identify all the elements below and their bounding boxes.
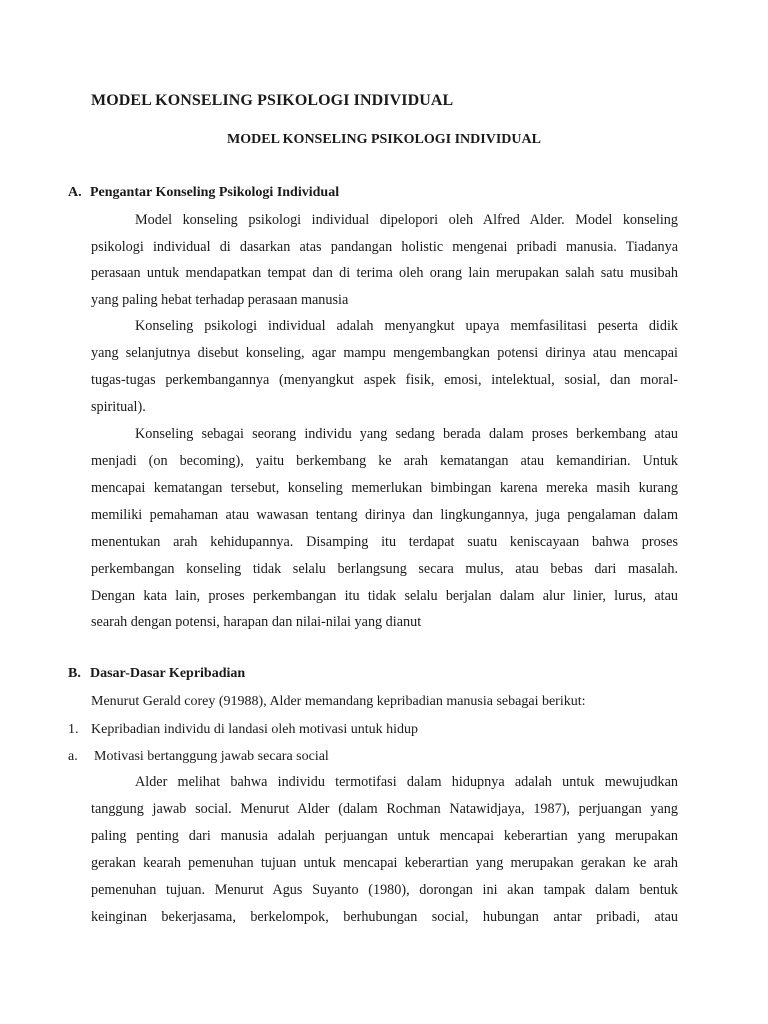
list-item-1: [68, 720, 419, 740]
list-item-a: [68, 747, 329, 767]
paragraph-line: Model konseling psikologi individual dipelopori oleh Alfred Alder. Model konseling: [135, 212, 678, 228]
paragraph-line: psikologi individual di dasarkan atas pandangan holistic mengenai pribadi manusia. Tiadanya: [91, 239, 678, 255]
paragraph-line: pemenuhan tujuan. Menurut Agus Suyanto (1980), dorongan ini akan tampak dalam bentuk: [91, 882, 678, 898]
section-b-title: Dasar-Dasar Kepribadian: [90, 666, 246, 681]
paragraph-line: spiritual).: [91, 399, 146, 415]
section-b-marker: B.: [68, 666, 81, 681]
paragraph-line: menjadi (on becoming), yaitu berkembang ke arah kematangan atau kemandirian. Untuk: [91, 453, 678, 469]
paragraph-line: perkembangan konseling tidak selalu berlangsung secara mulus, atau bebas dari masalah.: [91, 561, 678, 577]
paragraph-line: memiliki pemahaman atau wawasan tentang dirinya dan lingkungannya, juga pengalaman dalam: [91, 507, 678, 523]
paragraph-line: Konseling psikologi individual adalah menyangkut upaya memfasilitasi peserta didik: [135, 318, 678, 334]
list-item-a-text: Motivasi bertanggung jawab secara social: [94, 749, 329, 764]
paragraph-line: perasaan untuk mendapatkan tempat dan di terima oleh orang lain merupakan salah satu musibah: [91, 265, 678, 281]
section-b-intro: Menurut Gerald corey (91988), Alder memandang kepribadian manusia sebagai berikut:: [91, 694, 586, 709]
paragraph-line: tanggung jawab social. Menurut Alder (dalam Rochman Natawidjaya, 1987), perjuangan yang: [91, 801, 678, 817]
paragraph-line: Dengan kata lain, proses perkembangan itu tidak selalu berjalan dalam alur linier, lurus, atau: [91, 588, 678, 604]
paragraph-line: searah dengan potensi, harapan dan nilai-nilai yang dianut: [91, 614, 422, 630]
paragraph-line: gerakan kearah pemenuhan tujuan untuk mencapai keberartian yang merupakan gerakan ke arah: [91, 855, 678, 871]
section-a-marker: A.: [68, 185, 82, 200]
paragraph-line: Konseling sebagai seorang individu yang sedang berada dalam proses berkembang atau: [135, 426, 678, 442]
list-item-1-text: Kepribadian individu di landasi oleh motivasi untuk hidup: [91, 722, 419, 737]
paragraph-line: yang paling hebat terhadap perasaan manusia: [91, 292, 349, 308]
section-a-title: Pengantar Konseling Psikologi Individual: [90, 185, 340, 200]
paragraph-line: Alder melihat bahwa individu termotifasi dalam hidupnya adalah untuk mewujudkan: [135, 774, 678, 790]
paragraph-line: tugas-tugas perkembangannya (menyangkut aspek fisik, emosi, intelektual, sosial, dan moral-: [91, 372, 678, 388]
paragraph-line: paling penting dari manusia adalah perjuangan untuk mencapai keberartian yang merupakan: [91, 828, 678, 844]
list-item-1-marker: 1.: [68, 722, 79, 737]
section-b-heading: [68, 666, 245, 682]
paragraph-line: menentukan arah kehidupannya. Disamping itu terdapat suatu keniscayaan bahwa proses: [91, 534, 678, 550]
section-a-heading: [68, 185, 339, 201]
document-title: MODEL KONSELING PSIKOLOGI INDIVIDUAL: [91, 92, 454, 109]
paragraph-line: mencapai kematangan tersebut, konseling memerlukan bimbingan karena mereka masih kurang: [91, 480, 678, 496]
document-subtitle: MODEL KONSELING PSIKOLOGI INDIVIDUAL: [227, 132, 541, 147]
list-item-a-marker: a.: [68, 749, 78, 764]
paragraph-line: keinginan bekerjasama, berkelompok, berhubungan social, hubungan antar pribadi, atau: [91, 909, 678, 925]
paragraph-line: yang selanjutnya disebut konseling, agar mampu mengembangkan potensi dirinya atau mencapai: [91, 345, 678, 361]
